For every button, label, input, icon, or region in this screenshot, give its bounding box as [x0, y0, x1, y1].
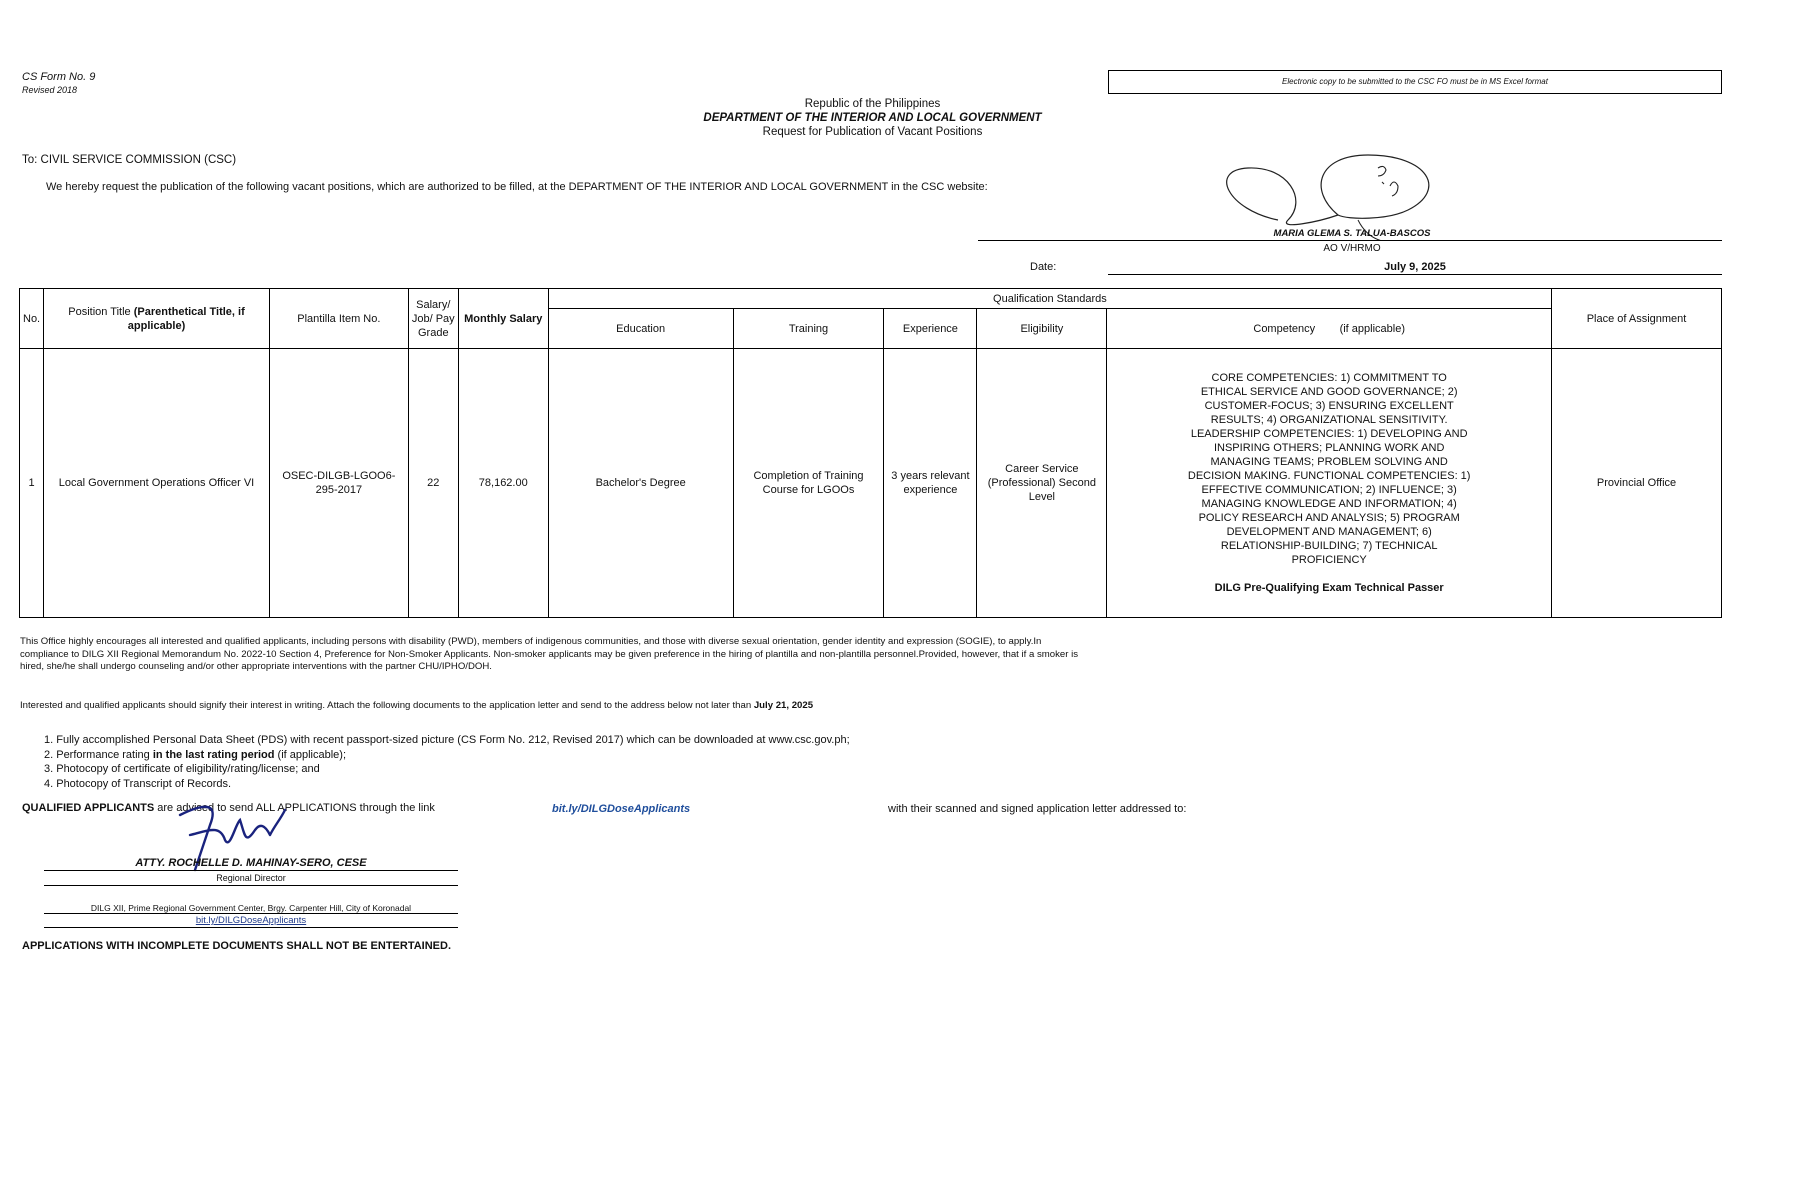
signature-line [978, 240, 1722, 241]
header-salary-grade: Salary/ Job/ Pay Grade [408, 289, 458, 349]
addressee-line: To: CIVIL SERVICE COMMISSION (CSC) [22, 154, 237, 166]
item2-bold: in the last rating period [152, 748, 275, 761]
header-position-title-bold: (Parenthetical Title, if applicable) [127, 305, 245, 332]
header-plantilla: Plantilla Item No. [269, 289, 408, 349]
table-row [20, 349, 1722, 618]
header-training: Training [733, 309, 884, 349]
application-link[interactable]: bit.ly/DILGDoseApplicants [552, 803, 691, 815]
item2-pre: 2. Performance rating [44, 748, 153, 761]
form-number [22, 71, 95, 97]
list-item: 1. Fully accomplished Personal Data Sheet (PDS) with recent passport-sized picture (CS Form No. 212, Revised 2017) which can be downloaded at www.csc.gov.ph; [44, 734, 850, 746]
form-number-label: CS Form No. 9 [22, 71, 96, 83]
header-position-title-text: Position Title [68, 305, 134, 318]
vacant-positions-table [19, 288, 1722, 618]
director-line [44, 885, 458, 886]
cell-eligibility: Career Service (Professional) Second Level [977, 349, 1107, 618]
form-revised-label: Revised 2018 [22, 85, 78, 95]
inclusivity-notice: This Office highly encourages all interested and qualified applicants, including persons with disability (PWD), members of indigenous communities, and those with diverse sexual orientation, gender identity and expression (SOGIE), to apply.In compliance to DILG XII Regional Memorandum No. 2022-10 Section 4, Preference for Non-Smoker Applicants. Non-smoker applicants may be given preference in the hiring of plantilla and non-plantilla personnel.Provided, however, that if a smoker is hired, she/he shall undergo counseling and/or other appropriate interventions with the partner CHU/IPHO/DOH. [20, 636, 1079, 672]
list-item: 4. Photocopy of Transcript of Records. [44, 777, 232, 790]
director-address: DILG XII, Prime Regional Government Center, Brgy. Carpenter Hill, City of Koronadal [90, 903, 412, 913]
addressed-to-text: with their scanned and signed application letter addressed to: [888, 803, 1187, 815]
header-monthly-salary: Monthly Salary [458, 289, 548, 349]
director-link[interactable]: bit.ly/DILGDoseApplicants [195, 915, 307, 926]
director-name: ATTY. ROCHELLE D. MAHINAY-SERO, CESE [135, 857, 367, 869]
header-experience: Experience [884, 309, 977, 349]
header-education: Education [548, 309, 733, 349]
hrmo-signature [978, 150, 1722, 240]
cell-salary-grade: 22 [408, 349, 458, 618]
cell-plantilla: OSEC-DILGB-LGOO6-295-2017 [269, 349, 408, 618]
cell-experience: 3 years relevant experience [884, 349, 977, 618]
competency-extra: DILG Pre-Qualifying Exam Technical Passer [1214, 582, 1444, 594]
header-competency: Competency (if applicable) [1107, 309, 1552, 349]
header-eligibility: Eligibility [977, 309, 1107, 349]
date-label: Date: [1030, 261, 1057, 273]
hrmo-name: MARIA GLEMA S. TALUA-BASCOS [1273, 228, 1431, 239]
director-line [44, 927, 458, 928]
date-value: July 9, 2025 [1384, 261, 1446, 273]
cell-monthly-salary: 78,162.00 [458, 349, 548, 618]
interest-text [20, 700, 813, 711]
director-position: Regional Director [216, 873, 286, 883]
list-item [44, 748, 850, 763]
cell-place: Provincial Office [1552, 349, 1722, 618]
item2-post: (if applicable); [274, 748, 347, 761]
department-name: DEPARTMENT OF THE INTERIOR AND LOCAL GOVERNMENT [703, 112, 1042, 124]
request-text: We hereby request the publication of the following vacant positions, which are authorized to be filled, at the DEPARTMENT OF THE INTERIOR AND LOCAL GOVERNMENT in the CSC website: [46, 181, 988, 193]
interest-body: Interested and qualified applicants should signify their interest in writing. Attach the following documents to the application letter and send to the address below not later than [20, 700, 754, 711]
cell-position-title: Local Government Operations Officer VI [44, 349, 270, 618]
header-place: Place of Assignment [1552, 289, 1722, 349]
director-line [44, 913, 458, 914]
competency-text: CORE COMPETENCIES: 1) COMMITMENT TO ETHICAL SERVICE AND GOOD GOVERNANCE; 2) CUSTOMER-FOCUS; 3) ENSURING EXCELLENT RESULTS; 4) ORGANIZATIONAL SENSITIVITY. LEADERSHIP COMPETENCIES: 1) DEVELOPING AND INSPIRING OTHERS; PLANNING WORK AND MANAGING TEAMS; PROBLEM SOLVING AND DECISION MAKING. FUNCTIONAL COMPETENCIES: 1) EFFECTIVE COMMUNICATION; 2) INFLUENCE; 3) MANAGING KNOWLEDGE AND INFORMATION; 4) POLICY RESEARCH AND ANALYSIS; 5) PROGRAM DEVELOPMENT AND MANAGEMENT; 6) RELATIONSHIP-BUILDING; 7) TECHNICAL PROFICIENCY [1187, 372, 1471, 566]
republic-line: Republic of the Philippines [804, 98, 941, 110]
cell-education: Bachelor's Degree [548, 349, 733, 618]
incomplete-notice: APPLICATIONS WITH INCOMPLETE DOCUMENTS SHALL NOT BE ENTERTAINED. [22, 940, 451, 952]
header-position-title [44, 289, 270, 349]
deadline-date: July 21, 2025 [753, 700, 814, 711]
date-line [1108, 274, 1722, 275]
list-item: 3. Photocopy of certificate of eligibility/rating/license; and [44, 763, 320, 775]
director-line [44, 870, 458, 871]
header-qualification-standards: Qualification Standards [548, 289, 1551, 309]
cell-training: Completion of Training Course for LGOOs [733, 349, 884, 618]
cell-competency [1107, 349, 1552, 618]
document-subtitle: Request for Publication of Vacant Positions [762, 126, 983, 138]
hrmo-position: AO V/HRMO [1323, 243, 1381, 254]
header-no: No. [20, 289, 44, 349]
qualified-bold: QUALIFIED APPLICANTS [22, 802, 155, 814]
cell-no: 1 [20, 349, 44, 618]
requirements-list [44, 733, 850, 791]
electronic-copy-note: Electronic copy to be submitted to the CSC FO must be in MS Excel format [1108, 70, 1722, 94]
qualified-body: are advised to send ALL APPLICATIONS through the link [154, 802, 435, 814]
document-header [0, 97, 1745, 139]
